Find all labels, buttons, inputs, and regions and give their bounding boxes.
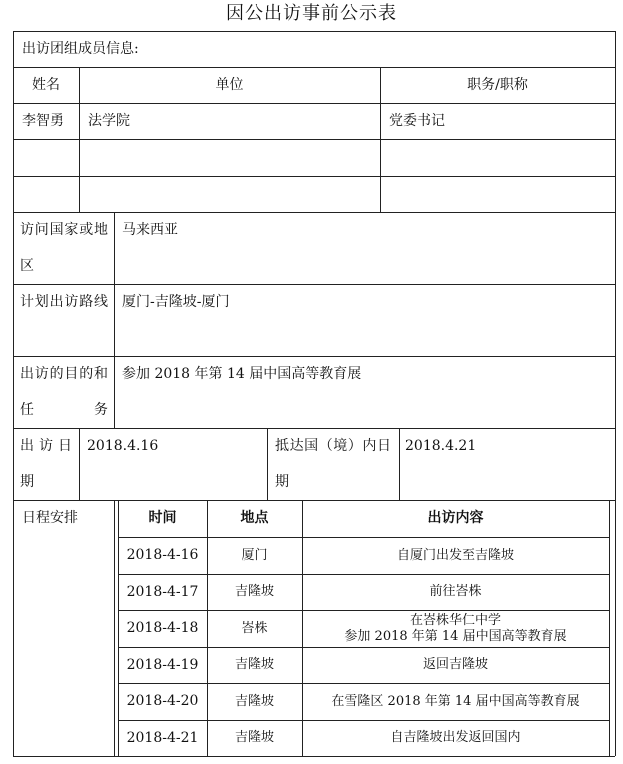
schedule-place: 吉隆坡 <box>234 730 274 745</box>
schedule-content <box>302 720 609 756</box>
schedule-content <box>302 683 609 720</box>
route-label: 计划出访路线 <box>20 294 108 310</box>
schedule-place: 厦门 <box>241 548 268 563</box>
border-left <box>13 31 14 756</box>
schedule-content <box>302 610 609 647</box>
schedule-content-line: 在峇株华仁中学 <box>409 612 501 628</box>
schedule-label-divider <box>114 500 115 756</box>
schedule-content-line: 自厦门出发至吉隆坡 <box>396 547 514 563</box>
schedule-time: 2018-4-19 <box>126 657 199 673</box>
depart-value: 2018.4.16 <box>87 438 159 454</box>
row-line <box>13 176 615 177</box>
schedule-content-line: 前往峇株 <box>429 584 482 599</box>
route-value: 厦门-吉隆坡-厦门 <box>122 294 230 310</box>
date-col-divider <box>79 428 80 500</box>
schedule-content <box>302 574 609 610</box>
schedule-content <box>302 647 609 683</box>
schedule-place: 吉隆坡 <box>234 657 274 672</box>
border-top <box>13 31 615 32</box>
schedule-place: 吉隆坡 <box>234 694 274 709</box>
arrive-label: 抵达国（境）内日期 <box>275 438 391 490</box>
header-position: 职务/职称 <box>467 77 528 93</box>
country-label: 访问国家或地区 <box>20 222 108 274</box>
purpose-label: 出访的目的和任务 <box>20 366 108 418</box>
schedule-border-right <box>609 500 610 756</box>
border-right <box>615 31 616 756</box>
schedule-time: 2018-4-17 <box>126 584 199 600</box>
label-col-divider <box>114 212 115 428</box>
document-title: 因公出访事前公示表 <box>226 3 397 24</box>
member-name: 李智勇 <box>22 113 64 129</box>
schedule-label: 日程安排 <box>22 510 78 526</box>
schedule-content-line: 参加 2018 年第 14 届中国高等教育展 <box>344 628 567 644</box>
header-unit: 单位 <box>215 77 244 93</box>
schedule-place: 峇株 <box>241 621 268 636</box>
date-col-divider <box>399 428 400 500</box>
schedule-header-place: 地点 <box>240 510 269 526</box>
member-unit: 法学院 <box>88 113 130 129</box>
depart-label: 出访日期 <box>20 438 72 490</box>
schedule-header-time: 时间 <box>148 510 177 526</box>
schedule-time: 2018-4-20 <box>126 693 199 709</box>
arrive-value: 2018.4.21 <box>405 438 477 454</box>
row-line <box>13 67 615 68</box>
schedule-content-line: 自吉隆坡出发返回国内 <box>390 730 521 745</box>
schedule-place: 吉隆坡 <box>234 584 274 599</box>
schedule-content-line: 在雪隆区 2018 年第 14 届中国高等教育展 <box>331 693 580 709</box>
schedule-time: 2018-4-16 <box>126 547 199 563</box>
members-label: 出访团组成员信息: <box>22 41 139 57</box>
schedule-time: 2018-4-21 <box>126 730 199 746</box>
country-value: 马来西亚 <box>122 222 178 238</box>
schedule-row-line <box>118 756 609 757</box>
purpose-value: 参加 2018 年第 14 届中国高等教育展 <box>122 366 362 382</box>
row-line <box>13 103 615 104</box>
schedule-content-line: 返回吉隆坡 <box>422 657 488 672</box>
schedule-header-content: 出访内容 <box>427 510 484 526</box>
row-line <box>13 139 615 140</box>
date-col-divider <box>267 428 268 500</box>
header-name: 姓名 <box>32 77 60 93</box>
schedule-content <box>302 537 609 574</box>
member-position: 党委书记 <box>389 113 445 129</box>
schedule-time: 2018-4-18 <box>126 620 199 636</box>
